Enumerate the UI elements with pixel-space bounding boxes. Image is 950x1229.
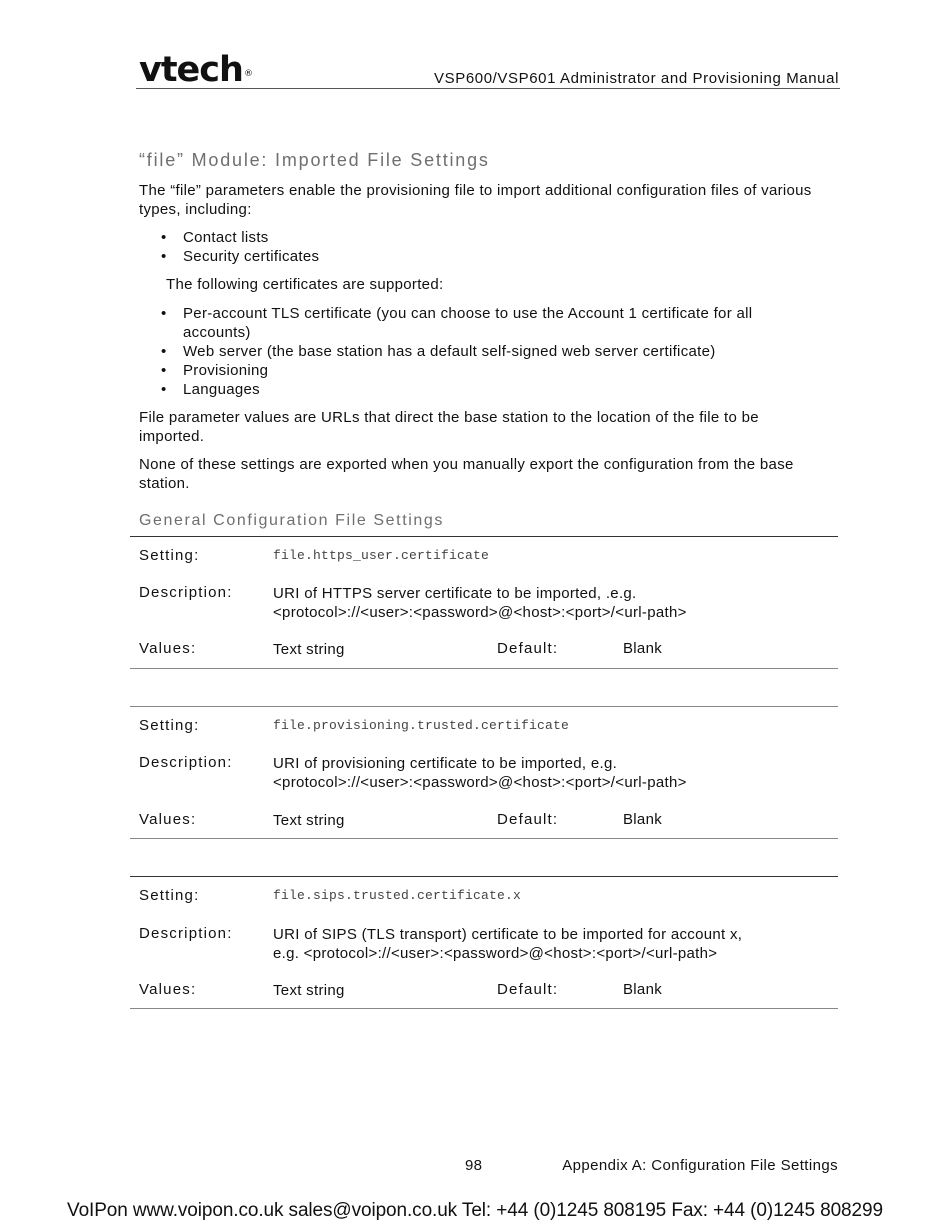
cert-intro: The following certificates are supported: — [166, 276, 444, 293]
urls-paragraph: File parameter values are URLs that direct the base station to the location of the file to be imported. — [139, 409, 759, 445]
description-line: <protocol>://<user>:<password>@<host>:<port>/<url-path> — [273, 774, 687, 791]
description-label: Description: — [139, 754, 233, 771]
list-item: • Provisioning — [139, 361, 819, 380]
values-value: Text string — [273, 812, 345, 829]
default-value: Blank — [623, 981, 663, 998]
registered-mark: ® — [243, 69, 252, 79]
setting-label: Setting: — [139, 887, 200, 904]
setting-label: Setting: — [139, 547, 200, 564]
default-label: Default: — [497, 640, 559, 657]
setting-name: file.sips.trusted.certificate.x — [273, 888, 522, 903]
page-number: 98 — [465, 1157, 483, 1174]
default-value: Blank — [623, 640, 663, 657]
setting-name: file.https_user.certificate — [273, 548, 490, 563]
default-value: Blank — [623, 811, 663, 828]
description-line: URI of HTTPS server certificate to be imported, .e.g. — [273, 585, 637, 602]
export-paragraph: None of these settings are exported when you manually export the configuration from the base station. — [139, 456, 794, 492]
table-top-rule — [130, 706, 838, 707]
description-line: <protocol>://<user>:<password>@<host>:<port>/<url-path> — [273, 604, 687, 621]
contact-footer: VoIPon www.voipon.co.uk sales@voipon.co.uk Tel: +44 (0)1245 808195 Fax: +44 (0)1245 808299 — [67, 1200, 883, 1221]
values-value: Text string — [273, 982, 345, 999]
appendix-title: Appendix A: Configuration File Settings — [562, 1157, 838, 1174]
description-label: Description: — [139, 925, 233, 942]
list-item: • Security certificates — [139, 247, 819, 266]
description-line: URI of SIPS (TLS transport) certificate to be imported for account x, — [273, 926, 743, 943]
list-item: • Languages — [139, 380, 819, 399]
table-bottom-rule — [130, 1008, 838, 1009]
logo-text: vtech — [139, 50, 243, 90]
section-title: “file” Module: Imported File Settings — [139, 150, 490, 170]
table-bottom-rule — [130, 838, 838, 839]
certificate-list — [139, 304, 819, 399]
subsection-title: General Configuration File Settings — [139, 512, 445, 529]
setting-label: Setting: — [139, 717, 200, 734]
intro-paragraph: The “file” parameters enable the provisioning file to import additional configuration files of various types, including: — [139, 182, 812, 218]
default-label: Default: — [497, 811, 559, 828]
description-label: Description: — [139, 584, 233, 601]
description-line: e.g. <protocol>://<user>:<password>@<host>:<port>/<url-path> — [273, 945, 718, 962]
values-value: Text string — [273, 641, 345, 658]
vtech-logo — [139, 52, 252, 88]
table-top-rule — [130, 876, 838, 877]
description-line: URI of provisioning certificate to be imported, e.g. — [273, 755, 618, 772]
list-item: • Per-account TLS certificate (you can choose to use the Account 1 certificate for all accounts) — [139, 304, 819, 342]
file-type-list — [139, 228, 819, 266]
values-label: Values: — [139, 981, 197, 998]
list-item: • Contact lists — [139, 228, 819, 247]
values-label: Values: — [139, 811, 197, 828]
manual-title: VSP600/VSP601 Administrator and Provisioning Manual — [434, 70, 839, 87]
table-top-rule — [130, 536, 838, 537]
values-label: Values: — [139, 640, 197, 657]
table-bottom-rule — [130, 668, 838, 669]
header-rule — [136, 88, 840, 89]
default-label: Default: — [497, 981, 559, 998]
list-item: • Web server (the base station has a default self-signed web server certificate) — [139, 342, 819, 361]
setting-name: file.provisioning.trusted.certificate — [273, 718, 570, 733]
